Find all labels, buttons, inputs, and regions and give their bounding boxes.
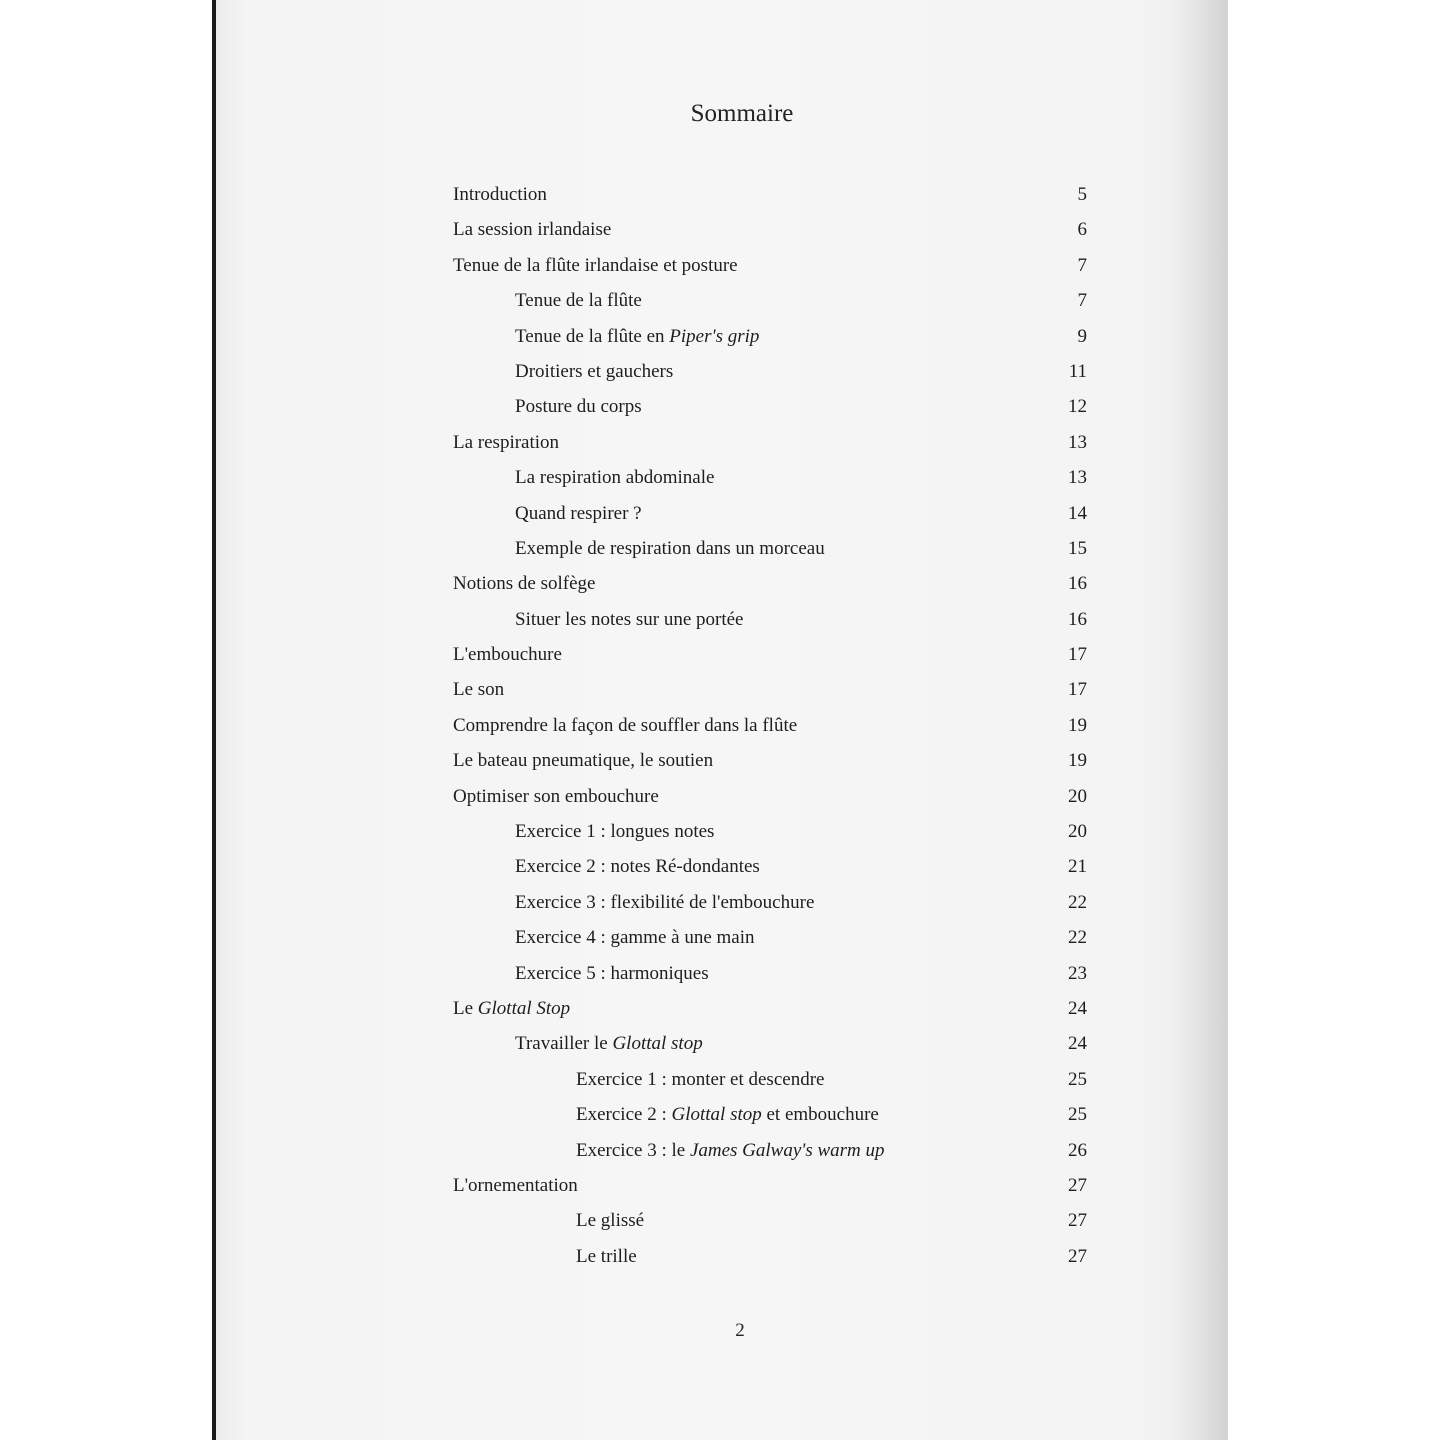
toc-entry [453,322,1093,357]
toc-entry-label [515,852,760,882]
toc-entry-page-number: 19 [1068,714,1087,736]
toc-entry [453,923,1093,958]
toc-entry-text: et embouchure [761,1104,879,1126]
toc-entry-page-number: 24 [1068,1033,1087,1055]
toc-entry-text: La respiration abdominale [515,467,715,489]
toc-entry-text: Exercice 3 : le [576,1139,690,1161]
toc-entry-text: La respiration [453,431,560,453]
toc-entry-page-number: 27 [1068,1245,1087,1267]
toc-entry-text: Exercice 2 : [576,1104,672,1126]
toc-entry-label [515,888,814,918]
toc-entry-page-number: 24 [1068,997,1087,1019]
toc-entry-page-number: 27 [1068,1210,1087,1232]
toc-entry-page-number: 19 [1068,750,1087,772]
toc-entry [453,569,1093,604]
toc-entry-page-number: 25 [1068,1104,1087,1126]
toc-entry [453,1206,1093,1241]
toc-entry-page-number: 16 [1068,573,1087,595]
toc-entry-label [515,286,642,316]
toc-entry-page-number: 13 [1068,467,1087,489]
toc-entry-text: Tenue de la flûte irlandaise et posture [453,254,738,276]
toc-entry [453,357,1093,392]
toc-entry [453,782,1093,817]
toc-entry-text: L'ornementation [453,1174,578,1196]
toc-entry-text: Exercice 2 : notes Ré-dondantes [515,856,760,878]
table-of-contents [453,180,1093,1277]
toc-entry-page-number: 20 [1068,785,1087,807]
toc-entry [453,534,1093,569]
toc-entry-label [515,817,714,847]
toc-entry-label [453,782,659,812]
toc-entry [453,286,1093,321]
toc-entry-italic-text: Glottal stop [671,1104,762,1126]
toc-entry-label [515,605,743,635]
toc-entry [453,994,1093,1029]
toc-entry [453,1136,1093,1171]
toc-entry-page-number: 15 [1068,537,1087,559]
toc-entry-page-number: 22 [1068,927,1087,949]
toc-entry [453,640,1093,675]
toc-entry-text: Situer les notes sur une portée [515,608,744,630]
toc-entry-label [576,1065,824,1095]
toc-entry [453,215,1093,250]
toc-entry-label [515,534,825,564]
toc-entry-text: Comprendre la façon de souffler dans la flûte [453,714,798,736]
toc-entry-text: Droitiers et gauchers [515,360,674,382]
toc-entry-text: Exercice 1 : monter et descendre [576,1068,825,1090]
toc-entry [453,605,1093,640]
toc-entry-italic-text: Glottal Stop [477,997,571,1019]
page-title: Sommaire [690,100,794,127]
toc-entry [453,1242,1093,1277]
toc-entry-label [453,180,547,210]
toc-entry-page-number: 7 [1077,290,1087,312]
toc-entry-label [515,357,673,387]
toc-entry [453,1065,1093,1100]
toc-entry-text: L'embouchure [453,644,562,666]
toc-entry-label [453,251,738,281]
toc-entry-text: Optimiser son embouchure [453,785,659,807]
toc-entry-page-number: 5 [1077,184,1087,205]
toc-entry-label [515,499,642,529]
toc-entry [453,852,1093,887]
toc-entry-page-number: 16 [1068,608,1087,630]
toc-entry [453,817,1093,852]
toc-entry-page-number: 11 [1068,360,1087,382]
toc-entry [453,180,1093,215]
toc-entry-text: Notions de solfège [453,573,596,595]
toc-entry-label [453,746,713,776]
toc-entry-page-number: 25 [1068,1068,1087,1090]
toc-entry-text: Posture du corps [515,396,642,418]
toc-entry-italic-text: Piper's grip [669,325,760,347]
toc-entry-text: Exercice 3 : flexibilité de l'embouchure [515,891,815,913]
toc-entry-label [453,569,595,599]
toc-entry-text: Exercice 1 : longues notes [515,821,715,843]
page-edge-shadow [1180,0,1228,1440]
toc-entry [453,499,1093,534]
toc-entry-page-number: 20 [1068,821,1087,843]
toc-entry-label [576,1136,885,1166]
toc-entry [453,1100,1093,1135]
toc-entry-text: La session irlandaise [453,219,612,241]
toc-entry-page-number: 6 [1077,219,1087,241]
toc-entry [453,1029,1093,1064]
toc-entry-text: Le bateau pneumatique, le soutien [453,750,714,772]
toc-entry-label [515,959,709,989]
toc-entry [453,1171,1093,1206]
toc-entry-page-number: 17 [1068,644,1087,666]
toc-entry-label [453,994,570,1024]
toc-entry [453,428,1093,463]
toc-entry-text: Tenue de la flûte [515,290,642,312]
toc-entry-page-number: 22 [1068,891,1087,913]
toc-entry-italic-text: Glottal stop [612,1033,703,1055]
toc-entry-italic-text: James Galway's warm up [689,1139,885,1161]
toc-entry-text: Le glissé [576,1210,645,1232]
toc-entry-label [576,1206,644,1236]
toc-entry-page-number: 9 [1077,325,1087,347]
toc-entry [453,746,1093,781]
toc-entry [453,888,1093,923]
toc-entry [453,251,1093,286]
toc-entry-label [453,640,562,670]
page-number: 2 [735,1320,745,1341]
toc-entry-page-number: 26 [1068,1139,1087,1161]
toc-entry-label [515,463,714,493]
toc-entry-label [453,675,504,705]
toc-entry-text: Le trille [576,1245,637,1267]
toc-entry-label [515,392,642,422]
toc-entry [453,959,1093,994]
toc-entry-label [515,322,759,352]
toc-entry-text: Exemple de respiration dans un morceau [515,537,825,559]
toc-entry-page-number: 21 [1068,856,1087,878]
toc-entry-label [453,1171,578,1201]
toc-entry-page-number: 23 [1068,962,1087,984]
toc-entry-page-number: 13 [1068,431,1087,453]
toc-entry-page-number: 17 [1068,679,1087,701]
toc-entry-page-number: 7 [1077,254,1087,276]
toc-entry-label [453,215,611,245]
toc-entry-text: Introduction [453,184,547,205]
toc-entry-text: Le [453,997,478,1019]
toc-entry-label [453,711,797,741]
toc-entry-label [453,428,559,458]
toc-entry-text: Quand respirer ? [515,502,642,524]
toc-entry [453,392,1093,427]
toc-entry-text: Exercice 4 : gamme à une main [515,927,755,949]
toc-entry-label [576,1100,879,1130]
toc-entry-text: Le son [453,679,505,701]
toc-entry-label [515,1029,703,1059]
toc-entry-text: Travailler le [515,1033,613,1055]
toc-entry [453,675,1093,710]
toc-entry [453,711,1093,746]
toc-entry-text: Exercice 5 : harmoniques [515,962,709,984]
toc-entry-page-number: 27 [1068,1174,1087,1196]
toc-entry-page-number: 14 [1068,502,1087,524]
toc-entry-label [515,923,755,953]
toc-entry-page-number: 12 [1068,396,1087,418]
toc-entry-label [576,1242,637,1272]
toc-entry-text: Tenue de la flûte en [515,325,670,347]
toc-entry [453,463,1093,498]
